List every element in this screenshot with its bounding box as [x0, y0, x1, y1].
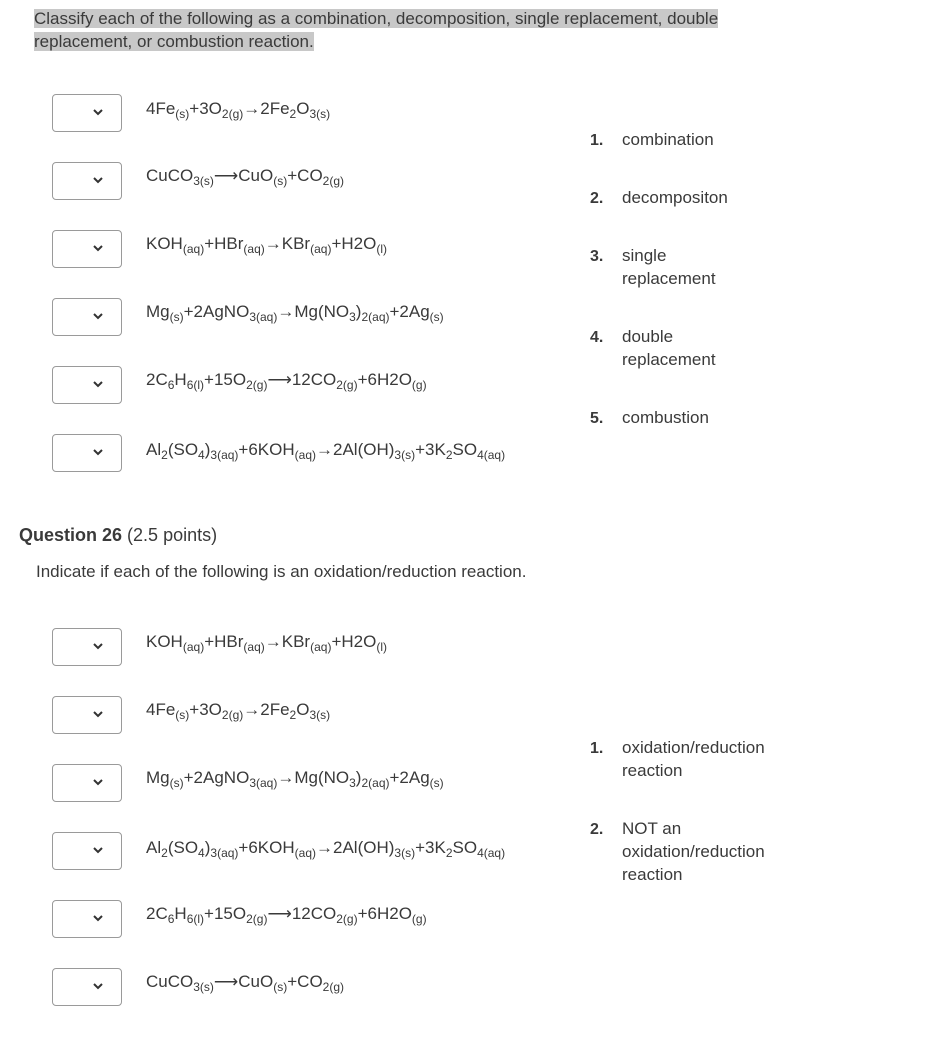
option-label: combination: [622, 130, 714, 149]
q25-answer-select-2[interactable]: [52, 162, 122, 200]
q25-answer-select-1[interactable]: [52, 94, 122, 132]
question-number: Question 26: [19, 525, 123, 545]
chevron-down-icon: [91, 105, 105, 119]
question-26-prompt: Indicate if each of the following is an oxidation/reduction reaction.: [36, 562, 527, 581]
chevron-down-icon: [91, 173, 105, 187]
q25-answer-select-4[interactable]: [52, 298, 122, 336]
q25-equation-2: $CuCO_{3(s)}⟶CuO_{(s)}+CO_{2(g)}$: [146, 166, 345, 188]
q26-answer-select-1[interactable]: [52, 628, 122, 666]
chevron-down-icon: [91, 309, 105, 323]
q26-equation-5: $2C_6H_{6(l)}+15O_{2(g)}⟶12CO_{2(g)}+6H2O_{(g)}$: [146, 904, 427, 926]
q26-equation-3: $Mg_{(s)}+2AgNO_{3(aq)}\to Mg(NO_3)_{2(aq)}+2Ag_{(s)}$: [146, 768, 444, 790]
chevron-down-icon: [91, 911, 105, 925]
option-number: 4.: [590, 329, 604, 346]
chevron-down-icon: [91, 843, 105, 857]
q25-equation-6: $Al_2(SO_4)_{3(aq)}+6KOH_{(aq)}\to 2Al(OH)_{3(s)}+3K_2SO_{4(aq)}$: [146, 440, 506, 462]
option-label: oxidation/reduction reaction: [622, 738, 765, 780]
q26-equation-1: $KOH_{(aq)}+HBr_{(aq)}\to KBr_{(aq)}+H2O_{(l)}$: [146, 632, 387, 654]
chevron-down-icon: [91, 377, 105, 391]
q26-answer-select-2[interactable]: [52, 696, 122, 734]
option-number: 2.: [590, 821, 604, 838]
option-label: decompositon: [622, 188, 728, 207]
chevron-down-icon: [91, 707, 105, 721]
q26-answer-select-4[interactable]: [52, 832, 122, 870]
q25-equation-3: $KOH_{(aq)}+HBr_{(aq)}\to KBr_{(aq)}+H2O_{(l)}$: [146, 234, 387, 256]
chevron-down-icon: [91, 775, 105, 789]
option-number: 5.: [590, 410, 604, 427]
option-label: double replacement: [622, 327, 716, 369]
q26-answer-select-5[interactable]: [52, 900, 122, 938]
q25-equation-1: $4Fe_{(s)}+3O_{2(g)}\to 2Fe_2O_{3(s)}$: [146, 99, 331, 121]
q25-answer-select-6[interactable]: [52, 434, 122, 472]
option-label: NOT an oxidation/reduction reaction: [622, 819, 765, 884]
q26-equation-2: $4Fe_{(s)}+3O_{2(g)}\to 2Fe_2O_{3(s)}$: [146, 700, 331, 722]
q25-answer-select-5[interactable]: [52, 366, 122, 404]
q25-equation-5: $2C_6H_{6(l)}+15O_{2(g)}⟶12CO_{2(g)}+6H2O_{(g)}$: [146, 370, 427, 392]
chevron-down-icon: [91, 445, 105, 459]
q26-answer-select-3[interactable]: [52, 764, 122, 802]
q25-equation-4: $Mg_{(s)}+2AgNO_{3(aq)}\to Mg(NO_3)_{2(aq)}+2Ag_{(s)}$: [146, 302, 444, 324]
chevron-down-icon: [91, 241, 105, 255]
q26-answer-select-6[interactable]: [52, 968, 122, 1006]
q26-equation-6: $CuCO_{3(s)}⟶CuO_{(s)}+CO_{2(g)}$: [146, 972, 345, 994]
question-points: (2.5 points): [127, 525, 218, 545]
option-label: combustion: [622, 408, 709, 427]
q25-answer-select-3[interactable]: [52, 230, 122, 268]
option-number: 3.: [590, 248, 604, 265]
question-25-instructions: Classify each of the following as a combination, decomposition, single replacement, double replacement, or combustion reaction.: [34, 9, 719, 51]
chevron-down-icon: [91, 979, 105, 993]
option-number: 1.: [590, 740, 604, 757]
option-label: single replacement: [622, 246, 716, 288]
option-number: 1.: [590, 132, 604, 149]
option-number: 2.: [590, 190, 604, 207]
q26-equation-4: $Al_2(SO_4)_{3(aq)}+6KOH_{(aq)}\to 2Al(OH)_{3(s)}+3K_2SO_{4(aq)}$: [146, 838, 506, 860]
question-26-heading: [19, 525, 217, 546]
chevron-down-icon: [91, 639, 105, 653]
